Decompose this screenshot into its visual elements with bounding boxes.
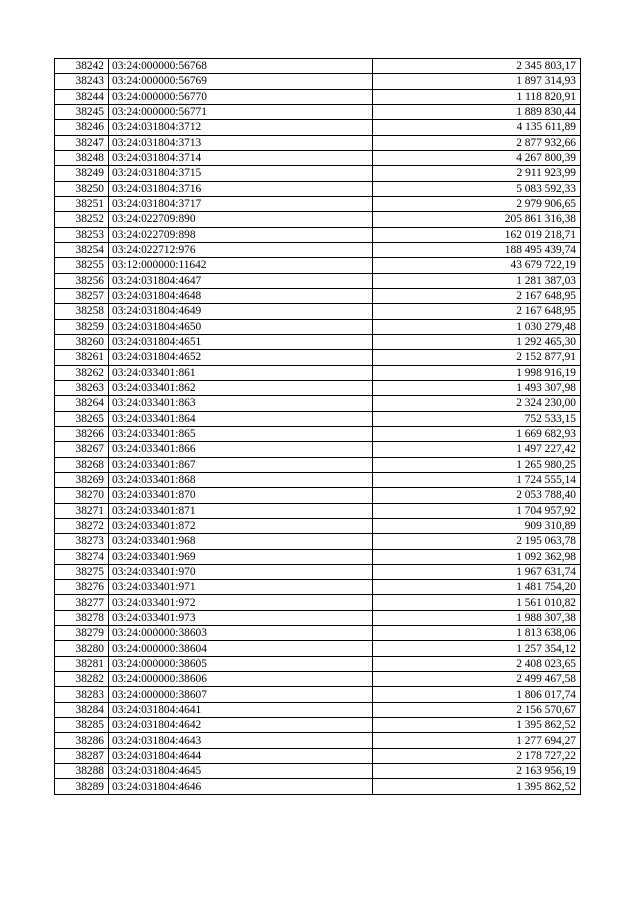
row-number-cell: 38264: [55, 396, 109, 411]
cadastral-value-cell: 2 324 230,00: [373, 396, 581, 411]
row-number-cell: 38265: [55, 411, 109, 426]
cadastral-value-cell: 43 679 722,19: [373, 258, 581, 273]
row-number-cell: 38283: [55, 687, 109, 702]
cadastral-number-cell: 03:24:033401:867: [109, 457, 373, 472]
row-number-cell: 38278: [55, 610, 109, 625]
table-row: [55, 288, 581, 303]
cadastral-number-cell: 03:24:033401:872: [109, 518, 373, 533]
table-row: [55, 396, 581, 411]
table-row: [55, 779, 581, 794]
row-number-cell: 38288: [55, 764, 109, 779]
cadastral-number-cell: 03:24:031804:4645: [109, 764, 373, 779]
table-row: [55, 764, 581, 779]
row-number-cell: 38253: [55, 227, 109, 242]
row-number-cell: 38261: [55, 350, 109, 365]
row-number-cell: 38284: [55, 702, 109, 717]
table-row: [55, 104, 581, 119]
cadastral-number-cell: 03:24:033401:971: [109, 580, 373, 595]
cadastral-value-cell: 1 493 307,98: [373, 380, 581, 395]
table-row: [55, 656, 581, 671]
table-row: [55, 626, 581, 641]
row-number-cell: 38273: [55, 534, 109, 549]
table-row: [55, 150, 581, 165]
cadastral-value-cell: 1 265 980,25: [373, 457, 581, 472]
cadastral-value-cell: 752 533,15: [373, 411, 581, 426]
table-row: [55, 89, 581, 104]
cadastral-number-cell: 03:24:031804:4649: [109, 304, 373, 319]
cadastral-value-cell: 205 861 316,38: [373, 212, 581, 227]
cadastral-number-cell: 03:24:031804:4650: [109, 319, 373, 334]
table-row: [55, 672, 581, 687]
cadastral-value-cell: 1 967 631,74: [373, 564, 581, 579]
cadastral-value-cell: 1 724 555,14: [373, 472, 581, 487]
table-row: [55, 534, 581, 549]
cadastral-value-cell: 4 135 611,89: [373, 120, 581, 135]
cadastral-value-cell: 1 292 465,30: [373, 334, 581, 349]
cadastral-value-cell: 2 178 727,22: [373, 748, 581, 763]
cadastral-value-cell: 1 704 957,92: [373, 503, 581, 518]
cadastral-value-cell: 1 277 694,27: [373, 733, 581, 748]
cadastral-number-cell: 03:24:000000:38604: [109, 641, 373, 656]
table-row: [55, 212, 581, 227]
cadastral-value-cell: 2 979 906,65: [373, 196, 581, 211]
row-number-cell: 38256: [55, 273, 109, 288]
cadastral-value-cell: 1 988 307,38: [373, 610, 581, 625]
cadastral-number-cell: 03:24:000000:56770: [109, 89, 373, 104]
cadastral-number-cell: 03:24:033401:866: [109, 442, 373, 457]
table-row: [55, 74, 581, 89]
row-number-cell: 38255: [55, 258, 109, 273]
cadastral-value-cell: 2 167 648,95: [373, 304, 581, 319]
cadastral-number-cell: 03:24:000000:56769: [109, 74, 373, 89]
row-number-cell: 38251: [55, 196, 109, 211]
cadastral-value-cell: 1 257 354,12: [373, 641, 581, 656]
cadastral-value-cell: 1 395 862,52: [373, 779, 581, 794]
table-row: [55, 380, 581, 395]
cadastral-value-table: [54, 58, 581, 795]
cadastral-number-cell: 03:24:031804:3712: [109, 120, 373, 135]
cadastral-value-cell: 2 499 467,58: [373, 672, 581, 687]
table-row: [55, 166, 581, 181]
cadastral-number-cell: 03:24:000000:38607: [109, 687, 373, 702]
row-number-cell: 38275: [55, 564, 109, 579]
table-row: [55, 181, 581, 196]
cadastral-value-cell: 2 163 956,19: [373, 764, 581, 779]
table-row: [55, 319, 581, 334]
row-number-cell: 38272: [55, 518, 109, 533]
row-number-cell: 38279: [55, 626, 109, 641]
row-number-cell: 38250: [55, 181, 109, 196]
row-number-cell: 38274: [55, 549, 109, 564]
table-body: [55, 59, 581, 795]
table-row: [55, 135, 581, 150]
cadastral-value-cell: 1 030 279,48: [373, 319, 581, 334]
row-number-cell: 38242: [55, 59, 109, 74]
cadastral-value-cell: 1 561 010,82: [373, 595, 581, 610]
cadastral-number-cell: 03:24:022712:976: [109, 242, 373, 257]
cadastral-value-cell: 188 495 439,74: [373, 242, 581, 257]
cadastral-value-cell: 1 897 314,93: [373, 74, 581, 89]
table-row: [55, 518, 581, 533]
table-row: [55, 687, 581, 702]
cadastral-number-cell: 03:24:033401:862: [109, 380, 373, 395]
row-number-cell: 38266: [55, 426, 109, 441]
cadastral-number-cell: 03:24:031804:4651: [109, 334, 373, 349]
table-row: [55, 227, 581, 242]
row-number-cell: 38247: [55, 135, 109, 150]
cadastral-number-cell: 03:24:033401:870: [109, 488, 373, 503]
table-row: [55, 702, 581, 717]
row-number-cell: 38280: [55, 641, 109, 656]
cadastral-number-cell: 03:24:031804:3716: [109, 181, 373, 196]
cadastral-value-cell: 1 806 017,74: [373, 687, 581, 702]
table-row: [55, 488, 581, 503]
row-number-cell: 38276: [55, 580, 109, 595]
table-row: [55, 120, 581, 135]
table-row: [55, 334, 581, 349]
row-number-cell: 38270: [55, 488, 109, 503]
row-number-cell: 38245: [55, 104, 109, 119]
cadastral-value-cell: 909 310,89: [373, 518, 581, 533]
cadastral-number-cell: 03:24:033401:863: [109, 396, 373, 411]
table-row: [55, 411, 581, 426]
cadastral-number-cell: 03:24:031804:4646: [109, 779, 373, 794]
cadastral-number-cell: 03:24:000000:38605: [109, 656, 373, 671]
cadastral-value-cell: 1 481 754,20: [373, 580, 581, 595]
cadastral-value-cell: 1 118 820,91: [373, 89, 581, 104]
table-row: [55, 472, 581, 487]
table-row: [55, 442, 581, 457]
table-row: [55, 595, 581, 610]
table-row: [55, 748, 581, 763]
cadastral-value-cell: 2 877 932,66: [373, 135, 581, 150]
row-number-cell: 38285: [55, 718, 109, 733]
table-row: [55, 610, 581, 625]
cadastral-number-cell: 03:24:033401:864: [109, 411, 373, 426]
table-row: [55, 549, 581, 564]
cadastral-number-cell: 03:24:033401:970: [109, 564, 373, 579]
row-number-cell: 38243: [55, 74, 109, 89]
row-number-cell: 38281: [55, 656, 109, 671]
cadastral-number-cell: 03:24:033401:973: [109, 610, 373, 625]
table-row: [55, 304, 581, 319]
cadastral-number-cell: 03:24:033401:861: [109, 365, 373, 380]
table-row: [55, 273, 581, 288]
cadastral-value-cell: 1 092 362,98: [373, 549, 581, 564]
cadastral-number-cell: 03:24:000000:56771: [109, 104, 373, 119]
cadastral-value-cell: 1 998 916,19: [373, 365, 581, 380]
table-row: [55, 718, 581, 733]
cadastral-value-cell: 4 267 800,39: [373, 150, 581, 165]
cadastral-number-cell: 03:24:031804:4643: [109, 733, 373, 748]
row-number-cell: 38267: [55, 442, 109, 457]
cadastral-number-cell: 03:24:031804:4644: [109, 748, 373, 763]
table-row: [55, 503, 581, 518]
row-number-cell: 38252: [55, 212, 109, 227]
cadastral-value-cell: 1 889 830,44: [373, 104, 581, 119]
row-number-cell: 38260: [55, 334, 109, 349]
row-number-cell: 38286: [55, 733, 109, 748]
table-row: [55, 564, 581, 579]
row-number-cell: 38277: [55, 595, 109, 610]
row-number-cell: 38257: [55, 288, 109, 303]
row-number-cell: 38254: [55, 242, 109, 257]
cadastral-number-cell: 03:24:031804:3717: [109, 196, 373, 211]
cadastral-number-cell: 03:24:000000:38603: [109, 626, 373, 641]
cadastral-number-cell: 03:24:033401:969: [109, 549, 373, 564]
row-number-cell: 38287: [55, 748, 109, 763]
cadastral-value-cell: 2 152 877,91: [373, 350, 581, 365]
row-number-cell: 38258: [55, 304, 109, 319]
cadastral-value-cell: 1 497 227,42: [373, 442, 581, 457]
row-number-cell: 38289: [55, 779, 109, 794]
row-number-cell: 38248: [55, 150, 109, 165]
cadastral-value-cell: 2 345 803,17: [373, 59, 581, 74]
row-number-cell: 38259: [55, 319, 109, 334]
cadastral-value-cell: 1 813 638,06: [373, 626, 581, 641]
cadastral-number-cell: 03:24:000000:38606: [109, 672, 373, 687]
row-number-cell: 38249: [55, 166, 109, 181]
cadastral-number-cell: 03:12:000000:11642: [109, 258, 373, 273]
cadastral-value-cell: 162 019 218,71: [373, 227, 581, 242]
row-number-cell: 38246: [55, 120, 109, 135]
cadastral-number-cell: 03:24:022709:890: [109, 212, 373, 227]
table-row: [55, 59, 581, 74]
cadastral-number-cell: 03:24:033401:968: [109, 534, 373, 549]
table-row: [55, 258, 581, 273]
cadastral-value-cell: 1 281 387,03: [373, 273, 581, 288]
table-row: [55, 242, 581, 257]
table-row: [55, 365, 581, 380]
cadastral-value-cell: 5 083 592,33: [373, 181, 581, 196]
row-number-cell: 38282: [55, 672, 109, 687]
table-row: [55, 350, 581, 365]
cadastral-number-cell: 03:24:031804:4647: [109, 273, 373, 288]
row-number-cell: 38271: [55, 503, 109, 518]
cadastral-number-cell: 03:24:033401:871: [109, 503, 373, 518]
table-row: [55, 733, 581, 748]
row-number-cell: 38269: [55, 472, 109, 487]
table-row: [55, 641, 581, 656]
cadastral-number-cell: 03:24:031804:4652: [109, 350, 373, 365]
table-row: [55, 580, 581, 595]
cadastral-value-cell: 2 167 648,95: [373, 288, 581, 303]
cadastral-number-cell: 03:24:022709:898: [109, 227, 373, 242]
row-number-cell: 38244: [55, 89, 109, 104]
cadastral-number-cell: 03:24:033401:868: [109, 472, 373, 487]
table-row: [55, 457, 581, 472]
table-row: [55, 196, 581, 211]
row-number-cell: 38263: [55, 380, 109, 395]
cadastral-value-cell: 2 195 063,78: [373, 534, 581, 549]
cadastral-value-cell: 1 669 682,93: [373, 426, 581, 441]
cadastral-number-cell: 03:24:031804:3715: [109, 166, 373, 181]
cadastral-number-cell: 03:24:031804:3714: [109, 150, 373, 165]
cadastral-number-cell: 03:24:031804:4642: [109, 718, 373, 733]
cadastral-number-cell: 03:24:033401:865: [109, 426, 373, 441]
row-number-cell: 38268: [55, 457, 109, 472]
row-number-cell: 38262: [55, 365, 109, 380]
cadastral-value-cell: 2 053 788,40: [373, 488, 581, 503]
cadastral-value-cell: 2 156 570,67: [373, 702, 581, 717]
cadastral-value-cell: 2 408 023,65: [373, 656, 581, 671]
cadastral-number-cell: 03:24:031804:3713: [109, 135, 373, 150]
table-row: [55, 426, 581, 441]
cadastral-number-cell: 03:24:000000:56768: [109, 59, 373, 74]
cadastral-number-cell: 03:24:031804:4648: [109, 288, 373, 303]
cadastral-value-cell: 2 911 923,99: [373, 166, 581, 181]
cadastral-value-cell: 1 395 862,52: [373, 718, 581, 733]
cadastral-number-cell: 03:24:031804:4641: [109, 702, 373, 717]
cadastral-number-cell: 03:24:033401:972: [109, 595, 373, 610]
